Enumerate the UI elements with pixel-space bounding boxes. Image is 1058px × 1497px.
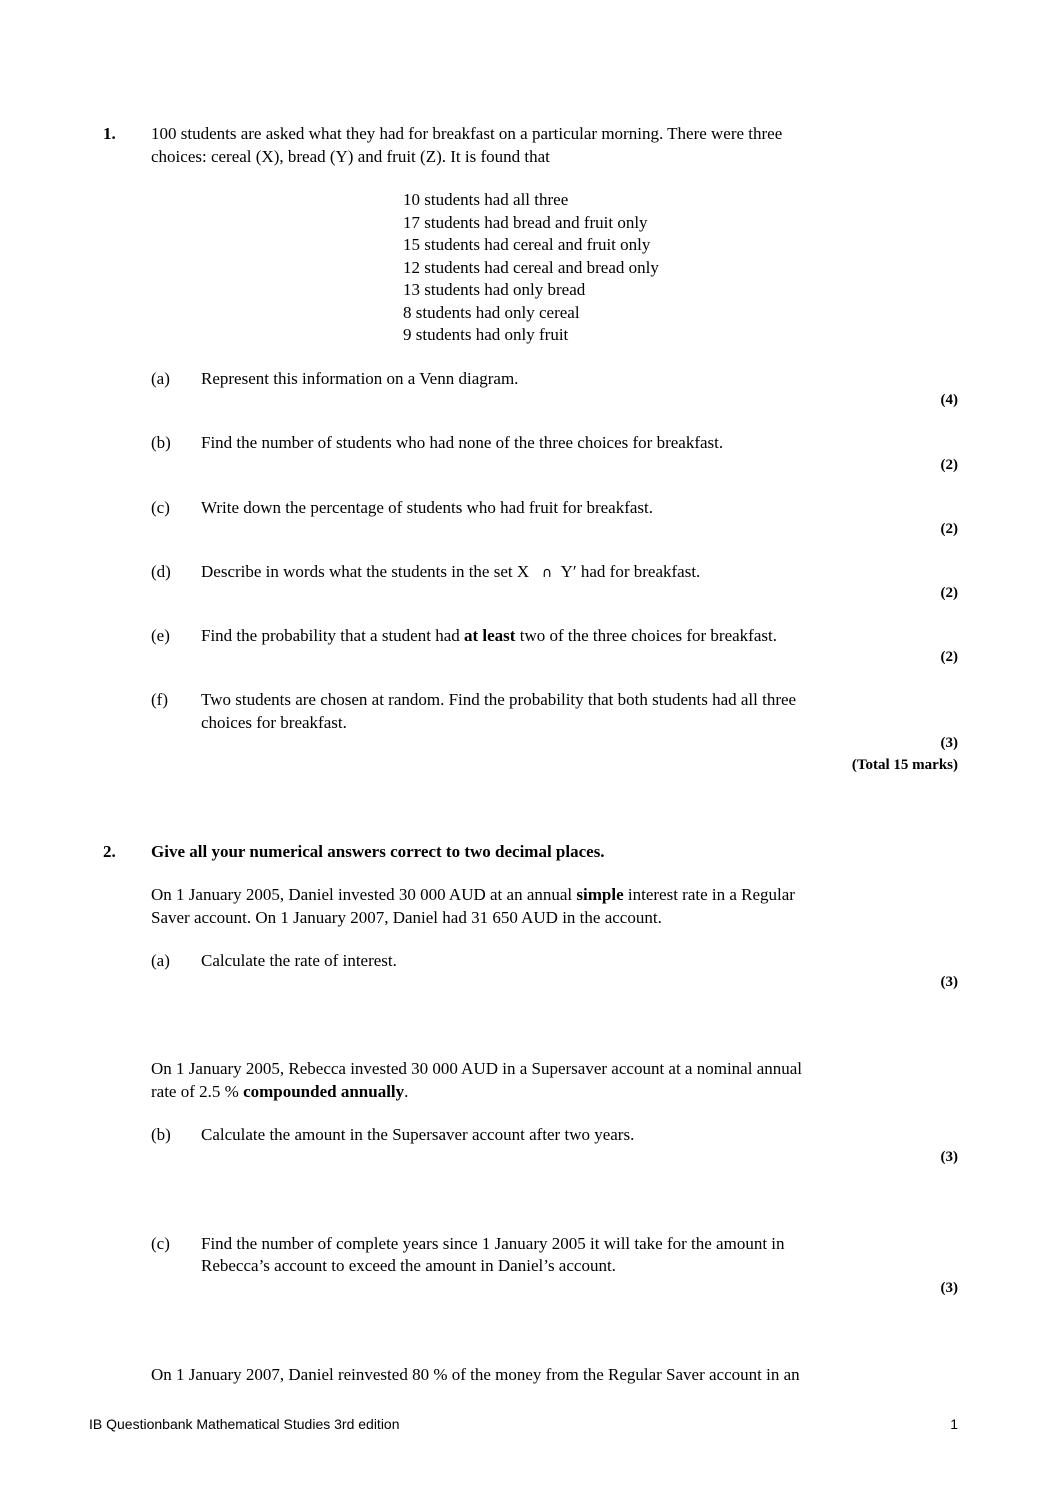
q2-part-a-label: (a) [151, 951, 170, 970]
intersection-symbol: ∩ [541, 565, 553, 581]
q2-para1-bold: simple [576, 885, 624, 904]
q2-part-a-marks: (3) [940, 974, 958, 990]
q1-total-marks: (Total 15 marks) [851, 757, 958, 773]
q1-part-f-marks: (3) [940, 735, 958, 751]
q2-paragraph-1-line2: Saver account. On 1 January 2007, Daniel had 31 650 AUD in the account. [151, 908, 662, 927]
q1-part-e-label: (e) [151, 626, 170, 645]
q1-part-b-marks: (2) [940, 457, 958, 473]
q1-part-e-text [201, 626, 777, 646]
q2-part-c-line2: Rebecca’s account to exceed the amount in Daniel’s account. [201, 1256, 616, 1275]
q2-para2-text-before: rate of 2.5 % [151, 1082, 244, 1101]
page-number: 1 [950, 1416, 958, 1432]
q2-part-b-marks: (3) [940, 1149, 958, 1165]
q1-part-d-text-after: Y′ had for breakfast. [560, 562, 701, 581]
q2-para2-bold: compounded annually [243, 1082, 405, 1101]
q1-part-f-line1: Two students are chosen at random. Find the probability that both students had all three [201, 690, 797, 709]
q1-part-c-marks: (2) [940, 521, 958, 537]
q1-part-e-marks: (2) [940, 649, 958, 665]
q2-part-b-label: (b) [151, 1125, 171, 1144]
q1-part-d-text [201, 562, 700, 582]
footer-source: IB Questionbank Mathematical Studies 3rd edition [89, 1416, 400, 1432]
q1-part-a-marks: (4) [940, 392, 958, 408]
q1-part-b-label: (b) [151, 433, 171, 452]
q1-part-e-text-before: Find the probability that a student had [201, 626, 464, 645]
q1-part-a-text: Represent this information on a Venn diagram. [201, 369, 519, 388]
fact-item: 8 students had only cereal [403, 302, 580, 322]
q1-part-d-text-before: Describe in words what the students in the set X [201, 562, 530, 581]
fact-item: 15 students had cereal and fruit only [403, 235, 651, 254]
fact-item: 17 students had bread and fruit only [403, 212, 648, 232]
question-2-instruction: Give all your numerical answers correct to two decimal places. [151, 842, 605, 861]
q1-part-a-label: (a) [151, 369, 170, 388]
q2-part-b-text: Calculate the amount in the Supersaver account after two years. [201, 1125, 635, 1144]
q2-para1-text-after: interest rate in a Regular [623, 885, 795, 904]
q1-part-d-marks: (2) [940, 585, 958, 601]
fact-item: 12 students had cereal and bread only [403, 257, 659, 277]
q1-part-f-line2: choices for breakfast. [201, 713, 347, 732]
q1-part-f-label: (f) [151, 690, 168, 709]
q1-part-d-label: (d) [151, 562, 171, 581]
question-1-intro-line1: 100 students are asked what they had for breakfast on a particular morning. There were three [151, 124, 783, 143]
q1-part-c-text: Write down the percentage of students who had fruit for breakfast. [201, 498, 654, 517]
q1-part-e-text-after: two of the three choices for breakfast. [515, 626, 777, 645]
q2-paragraph-2-line2 [151, 1082, 408, 1102]
question-2-number: 2. [103, 842, 116, 861]
question-1-number: 1. [103, 124, 116, 143]
q2-para2-text-after: . [404, 1082, 409, 1101]
q2-paragraph-1-line1 [151, 885, 795, 905]
q2-paragraph-2-line1: On 1 January 2005, Rebecca invested 30 000 AUD in a Supersaver account at a nominal annual [151, 1059, 803, 1078]
q1-part-b-text: Find the number of students who had none of the three choices for breakfast. [201, 433, 724, 452]
q2-para1-text-before: On 1 January 2005, Daniel invested 30 000 AUD at an annual [151, 885, 577, 904]
q2-paragraph-3-line1: On 1 January 2007, Daniel reinvested 80 % of the money from the Regular Saver account in an [151, 1365, 800, 1384]
question-1-intro-line2: choices: cereal (X), bread (Y) and fruit (Z). It is found that [151, 147, 550, 166]
fact-item: 10 students had all three [403, 190, 569, 209]
fact-item: 9 students had only fruit [403, 325, 569, 344]
q1-part-c-label: (c) [151, 498, 170, 517]
q2-part-c-line1: Find the number of complete years since 1 January 2005 it will take for the amount in [201, 1234, 785, 1253]
q1-part-e-bold: at least [464, 626, 516, 645]
q2-part-c-marks: (3) [940, 1280, 958, 1296]
q2-part-c-label: (c) [151, 1234, 170, 1253]
q2-part-a-text: Calculate the rate of interest. [201, 951, 397, 970]
question-1-facts-list [403, 189, 659, 347]
fact-item: 13 students had only bread [403, 280, 586, 299]
